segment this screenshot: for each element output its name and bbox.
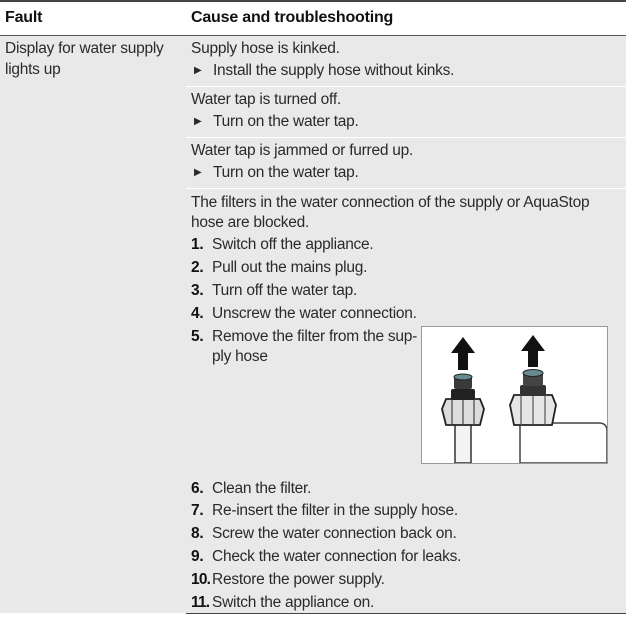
step-7: 7. Re-insert the filter in the supply hose. <box>191 502 458 519</box>
step-4: 4. Unscrew the water connection. <box>191 305 417 322</box>
hose-filter-icon <box>422 327 607 463</box>
action-2: Turn on the water tap. <box>213 113 359 130</box>
step-6: 6. Clean the filter. <box>191 480 312 497</box>
header-fault: Fault <box>5 9 43 26</box>
triangle-right-icon: ▶ <box>194 65 202 76</box>
fault-line-2: lights up <box>5 61 61 78</box>
step-1: 1. Switch off the appliance. <box>191 236 374 253</box>
filter-intro-line-1: The filters in the water connection of the supply or AquaStop <box>191 194 590 211</box>
filter-removal-illustration <box>421 326 608 464</box>
step-8: 8. Screw the water connection back on. <box>191 525 457 542</box>
cause-1: Supply hose is kinked. <box>191 40 340 57</box>
cause-3: Water tap is jammed or furred up. <box>191 142 414 159</box>
table-top-border <box>0 0 626 2</box>
action-1: Install the supply hose without kinks. <box>213 62 455 79</box>
action-3: Turn on the water tap. <box>213 164 359 181</box>
filter-intro-line-2: hose are blocked. <box>191 214 310 231</box>
step-2: 2. Pull out the mains plug. <box>191 259 368 276</box>
step-10: 10. Restore the power supply. <box>191 571 385 588</box>
triangle-right-icon: ▶ <box>194 116 202 127</box>
step-3: 3. Turn off the water tap. <box>191 282 358 299</box>
step-11: 11. Switch the appliance on. <box>191 594 375 611</box>
triangle-right-icon: ▶ <box>194 167 202 178</box>
cause-2: Water tap is turned off. <box>191 91 341 108</box>
row-divider-2 <box>186 137 626 138</box>
header-divider <box>0 35 626 36</box>
header-cause: Cause and troubleshooting <box>191 9 394 26</box>
row-divider-3 <box>186 188 626 189</box>
row-divider-1 <box>186 86 626 87</box>
step-5: 5. Remove the filter from the sup- <box>191 328 418 345</box>
step-9: 9. Check the water connection for leaks. <box>191 548 462 565</box>
step-5-continued: ply hose <box>212 348 268 365</box>
fault-line-1: Display for water supply <box>5 40 164 57</box>
table-bottom-border <box>186 613 626 614</box>
